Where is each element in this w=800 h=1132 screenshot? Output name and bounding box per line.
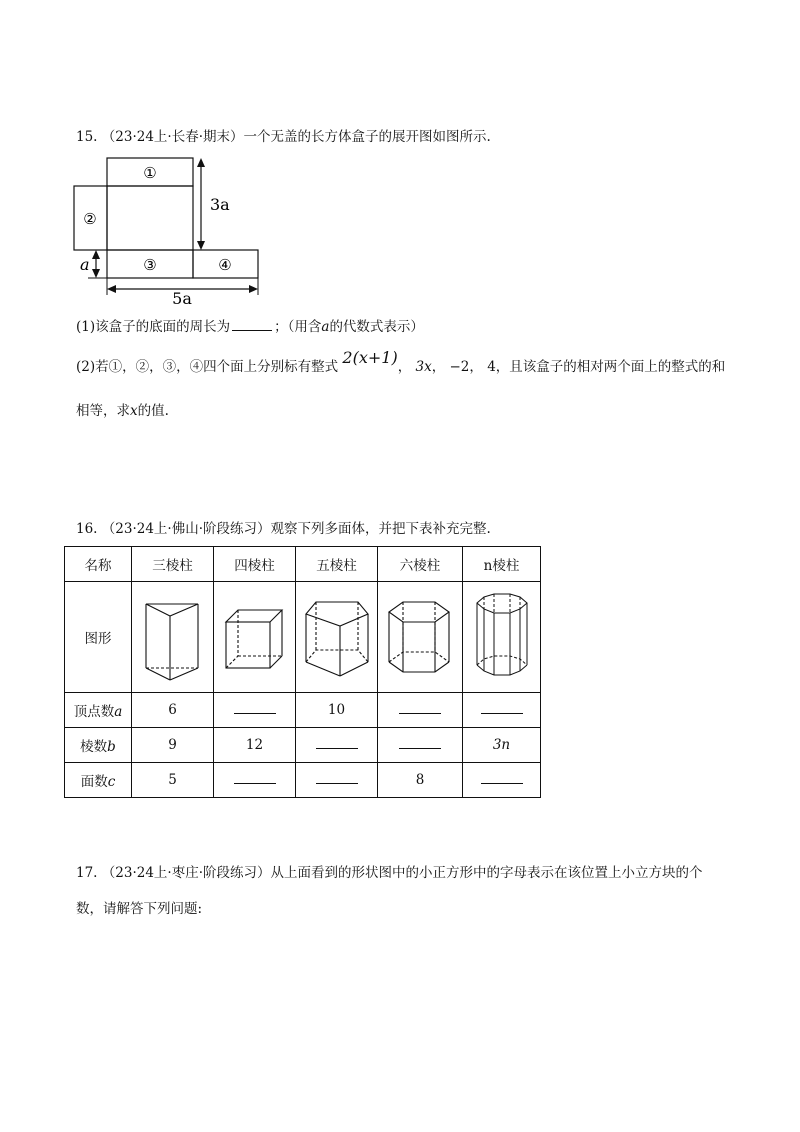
q16-stem: 观察下列多面体，并把下表补充完整.	[270, 521, 491, 537]
q15-title	[76, 128, 491, 146]
table-header-row	[65, 547, 541, 582]
q15-part2: (2)若①，②，③，④四个面上分别标有整式 2(x+1)， 3x， −2， 4，且该盒子的相对两个面上的整式的和	[76, 348, 726, 375]
row-label-faces: 面数c	[65, 763, 132, 798]
answer-blank[interactable]	[296, 728, 378, 763]
table-row-faces	[65, 763, 541, 798]
cell: 8	[378, 763, 463, 798]
q16-title	[76, 520, 491, 538]
expr-2: 3x	[415, 359, 432, 375]
cell: 5	[132, 763, 214, 798]
table-figure-row	[65, 582, 541, 693]
answer-blank[interactable]	[463, 763, 541, 798]
n-prism-figure	[463, 582, 541, 693]
q16-source: （23·24上·佛山·阶段练习）	[101, 521, 271, 537]
row-label-vertices: 顶点数a	[65, 693, 132, 728]
label-face-3: ③	[143, 256, 157, 274]
cell: 9	[132, 728, 214, 763]
q15-answer-blank[interactable]	[232, 318, 272, 331]
header-name: 名称	[65, 547, 132, 582]
cell: 6	[132, 693, 214, 728]
label-face-4: ④	[218, 256, 232, 274]
net-base-face	[107, 186, 193, 250]
cell: 10	[296, 693, 378, 728]
q16-number: 16.	[76, 521, 98, 537]
figure-row-label: 图形	[65, 582, 132, 693]
header-pentagonal-prism: 五棱柱	[296, 547, 378, 582]
answer-blank[interactable]	[214, 693, 296, 728]
answer-blank[interactable]	[296, 763, 378, 798]
q15-part2-line2: 相等，求x的值.	[76, 403, 169, 419]
expr-4: 4	[487, 359, 496, 375]
header-hexagonal-prism: 六棱柱	[378, 547, 463, 582]
q15-source: （23·24上·长春·期末）	[101, 129, 244, 145]
expr-3: −2	[449, 359, 470, 375]
table-row-edges	[65, 728, 541, 763]
q17-source: （23·24上·枣庄·阶段练习）	[101, 865, 271, 881]
q15-stem: 一个无盖的长方体盒子的展开图如图所示.	[243, 129, 491, 145]
table-row-vertices	[65, 693, 541, 728]
header-n-prism: n棱柱	[463, 547, 541, 582]
cell: 12	[214, 728, 296, 763]
hexagonal-prism-figure	[378, 582, 463, 693]
triangular-prism-figure	[132, 582, 214, 693]
q17-line2: 数，请解答下列问题:	[76, 901, 203, 917]
polyhedra-table	[64, 546, 541, 798]
row-label-edges: 棱数b	[65, 728, 132, 763]
label-5a: 5a	[172, 289, 192, 305]
q15-number: 15.	[76, 129, 98, 145]
label-3a: 3a	[210, 195, 230, 214]
header-triangular-prism: 三棱柱	[132, 547, 214, 582]
cell: 3n	[463, 728, 541, 763]
label-face-1: ①	[143, 164, 157, 182]
answer-blank[interactable]	[378, 693, 463, 728]
pentagonal-prism-figure	[296, 582, 378, 693]
label-face-2: ②	[83, 210, 97, 228]
box-net-figure	[60, 150, 280, 305]
q15-part1: (1)该盒子的底面的周长为 ；（用含a的代数式表示）	[76, 319, 424, 335]
cube-prism-figure	[214, 582, 296, 693]
answer-blank[interactable]	[378, 728, 463, 763]
q17-title	[76, 864, 703, 882]
label-a: a	[80, 255, 90, 274]
q17-line1: 从上面看到的形状图中的小正方形中的字母表示在该位置上小立方块的个	[270, 865, 703, 881]
expr-1: 2(x+1)	[342, 348, 398, 367]
answer-blank[interactable]	[214, 763, 296, 798]
answer-blank[interactable]	[463, 693, 541, 728]
header-quadrangular-prism: 四棱柱	[214, 547, 296, 582]
q17-number: 17.	[76, 865, 98, 881]
